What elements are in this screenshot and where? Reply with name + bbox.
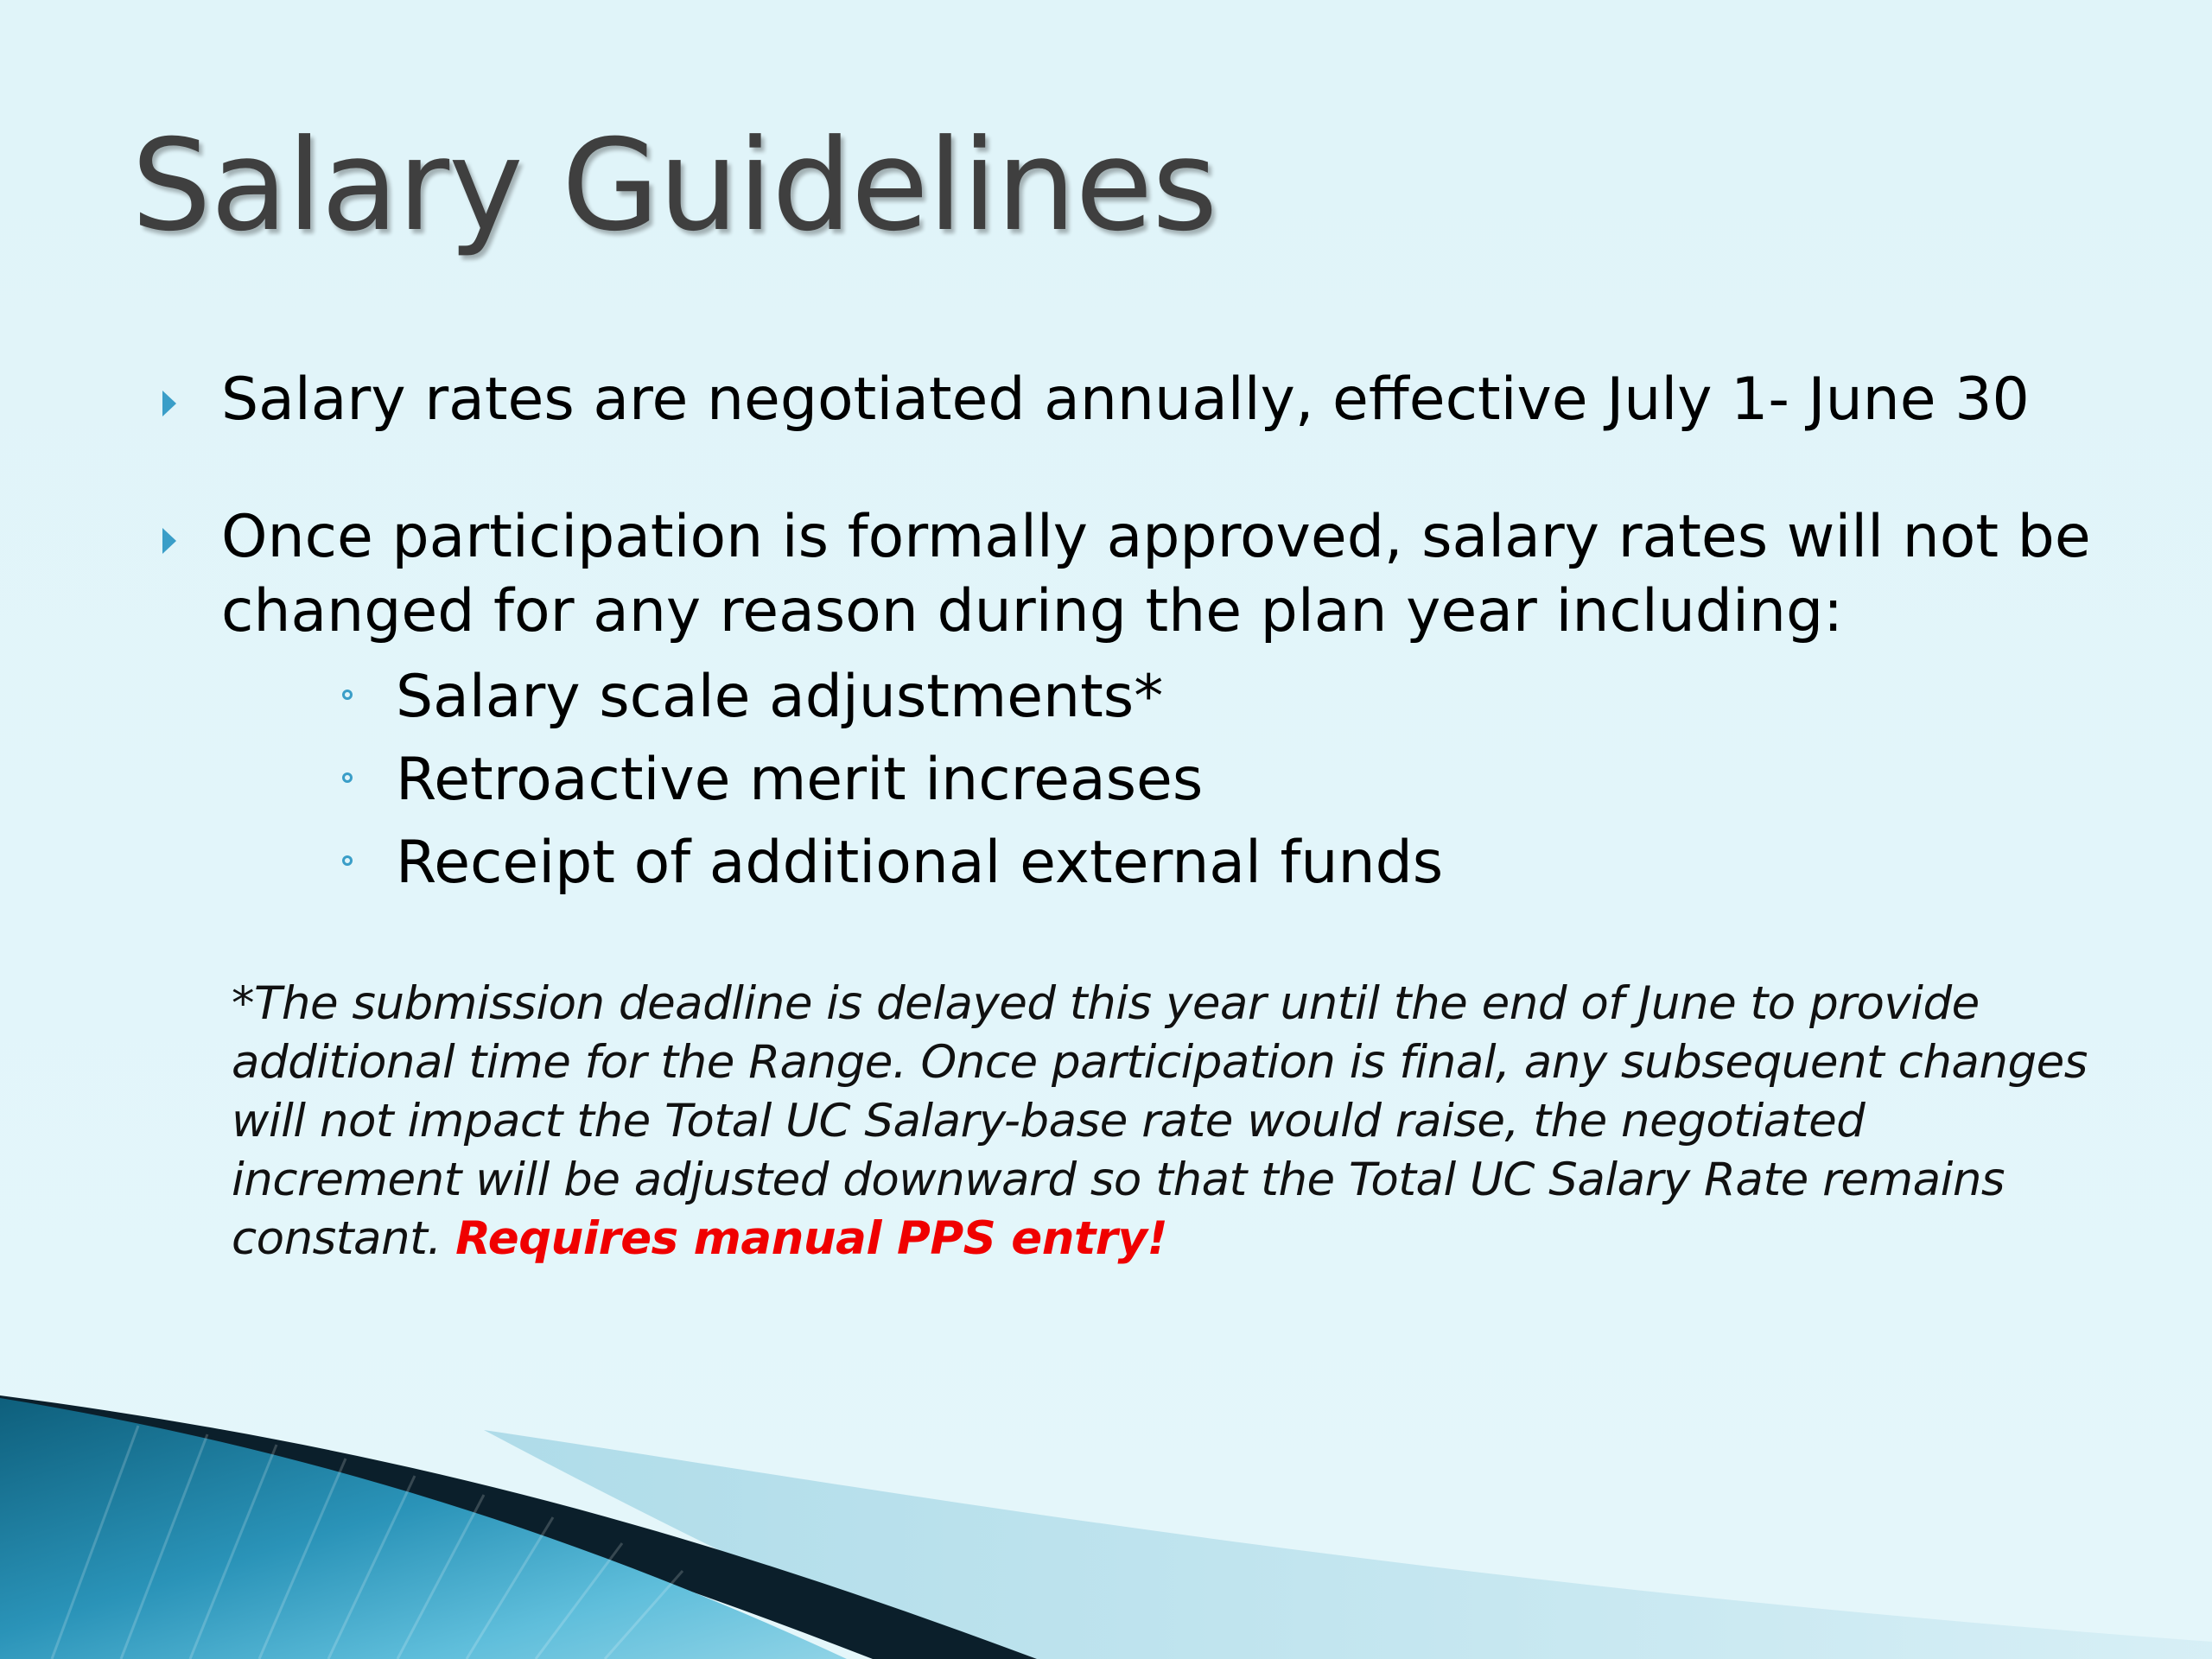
hollow-circle-icon <box>342 690 353 700</box>
footnote-emphasis: Requires manual PPS entry! <box>455 1212 1168 1265</box>
sub-bullet-text: Retroactive merit increases <box>396 746 1204 814</box>
triangle-right-icon <box>162 391 176 416</box>
bullet-item <box>156 500 2091 905</box>
sub-bullet-text: Salary scale adjustments* <box>396 663 1164 731</box>
footnote-text: *The submission deadline is delayed this year until the end of June to provide additional time for the Range. Once participation is final, any subsequent changes will not impact the Total UC Salary-base rate would raise, the negotiated increment will be adjusted downward so that the Total UC Salary Rate remains constant. <box>232 977 2088 1265</box>
sub-bullet-list <box>221 656 2091 905</box>
hollow-circle-icon <box>342 772 353 783</box>
sub-bullet-item <box>342 822 2091 905</box>
sub-bullet-item <box>342 656 2091 739</box>
swoosh-pale-band <box>484 1430 2212 1659</box>
bullet-text: Salary rates are negotiated annually, effective July 1- June 30 <box>221 365 2030 434</box>
bullet-item <box>156 363 2091 437</box>
swoosh-teal-wedge <box>0 1398 847 1659</box>
slide-title: Salary Guidelines <box>131 112 1217 259</box>
bullet-list <box>156 363 2091 905</box>
sub-bullet-text: Receipt of additional external funds <box>396 829 1444 897</box>
hollow-circle-icon <box>342 855 353 866</box>
swoosh-dark-stripe <box>0 1395 1037 1659</box>
triangle-right-icon <box>162 528 176 554</box>
footnote <box>232 975 2089 1268</box>
bullet-text: Once participation is formally approved, salary rates will not be changed for any reason during the plan year including: <box>221 503 2091 645</box>
swoosh-streaks <box>52 1426 683 1659</box>
sub-bullet-item <box>342 739 2091 822</box>
